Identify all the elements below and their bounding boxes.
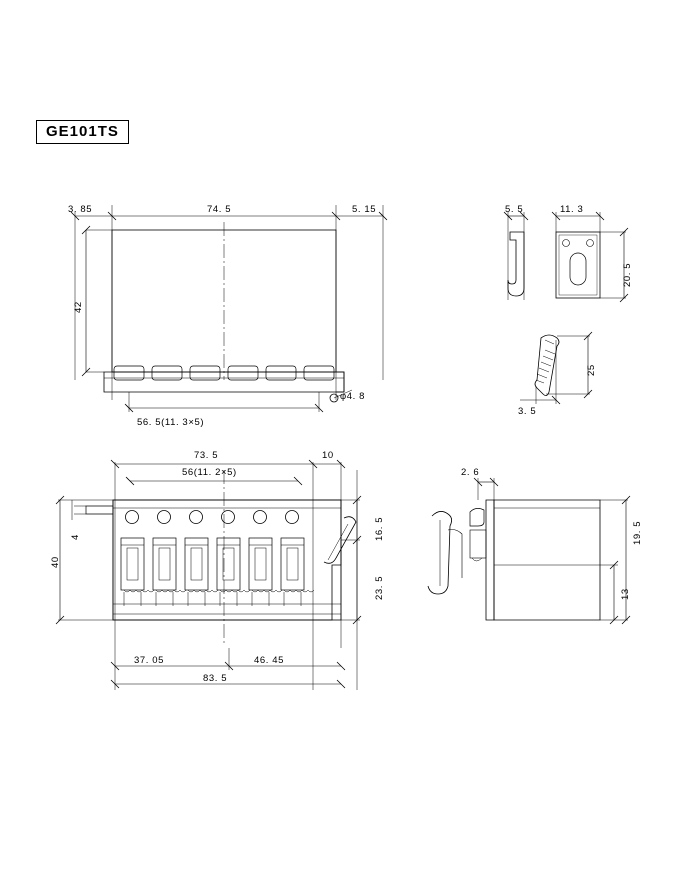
dim-front-10: 10 [322,450,334,461]
dim-hole-diameter: φ4. 8 [340,391,366,402]
dim-side-19-5: 19. 5 [632,520,643,545]
dim-front-73-5: 73. 5 [194,450,219,461]
dim-side-13: 13 [620,588,631,600]
dim-front-16-5: 16. 5 [374,516,385,541]
dim-screw-3-5: 3. 5 [518,406,537,417]
dim-front-23-5: 23. 5 [374,575,385,600]
dim-front-46-45: 46. 45 [254,655,285,666]
part-title: GE101TS [36,120,129,144]
dim-top-3-85: 3. 85 [68,204,93,215]
dim-plate-20-5: 20. 5 [622,262,633,287]
dim-top-56-5: 56. 5(11. 3×5) [137,417,205,428]
dim-plate-11-3: 11. 3 [560,204,584,215]
dim-claw-5-5: 5. 5 [505,204,524,215]
dim-front-37-05: 37. 05 [134,655,165,666]
dim-side-2-6: 2. 6 [461,467,480,478]
dim-front-40: 40 [50,556,61,568]
dim-top-5-15: 5. 15 [352,204,377,215]
dim-front-83-5: 83. 5 [203,673,228,684]
dim-front-4: 4 [70,534,81,540]
dim-top-74-5: 74. 5 [207,204,232,215]
dim-screw-25: 25 [586,364,597,376]
dim-top-42: 42 [73,301,84,313]
dim-front-56: 56(11. 2×5) [182,467,237,478]
